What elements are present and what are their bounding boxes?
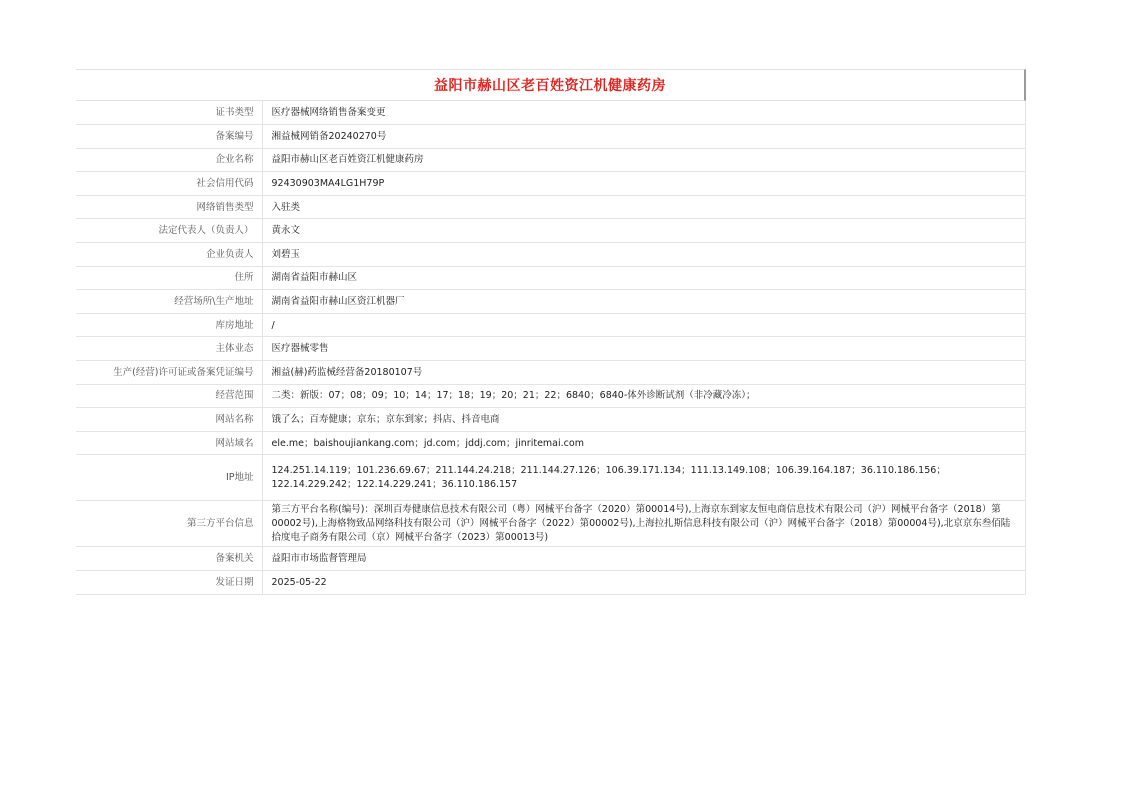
row-value: 124.251.14.119；101.236.69.67；211.144.24.218；211.144.27.126；106.39.171.134；111.13.149.108；106.39.164.187；36.110.186.156；122.14.229.242；122.14.229.241；36.110.186.157 <box>262 455 1026 501</box>
row-value: 黄永文 <box>262 219 1026 243</box>
page-title: 益阳市赫山区老百姓资江机健康药房 <box>434 78 666 94</box>
row-value: 2025-05-22 <box>262 571 1026 595</box>
row-label: 主体业态 <box>76 337 262 361</box>
table-row <box>76 101 1026 125</box>
row-label: 证书类型 <box>76 101 262 125</box>
row-value: 入驻类 <box>262 195 1026 219</box>
certificate-sheet <box>76 69 1026 595</box>
row-value: 益阳市赫山区老百姓资江机健康药房 <box>262 148 1026 172</box>
row-label: 库房地址 <box>76 313 262 337</box>
row-label: 备案编号 <box>76 125 262 149</box>
table-row <box>76 361 1026 385</box>
table-row <box>76 408 1026 432</box>
row-label: 第三方平台信息 <box>76 501 262 547</box>
table-row <box>76 571 1026 595</box>
table-row <box>76 148 1026 172</box>
row-label: 企业名称 <box>76 148 262 172</box>
row-value: 饿了么；百寿健康；京东；京东到家；抖店、抖音电商 <box>262 408 1026 432</box>
row-label: IP地址 <box>76 455 262 501</box>
row-label: 网站名称 <box>76 408 262 432</box>
row-value: 湖南省益阳市赫山区 <box>262 266 1026 290</box>
row-value: 湖南省益阳市赫山区资江机器厂 <box>262 290 1026 314</box>
row-label: 经营范围 <box>76 384 262 408</box>
table-row <box>76 455 1026 501</box>
table-row <box>76 384 1026 408</box>
row-value: 医疗器械零售 <box>262 337 1026 361</box>
table-row <box>76 337 1026 361</box>
table-row <box>76 547 1026 571</box>
row-label: 网站域名 <box>76 431 262 455</box>
table-row <box>76 501 1026 547</box>
row-value: 二类：新版：07；08；09；10；14；17；18；19；20；21；22；6840；6840-体外诊断试剂（非冷藏冷冻）； <box>262 384 1026 408</box>
row-label: 网络销售类型 <box>76 195 262 219</box>
row-label: 经营场所\生产地址 <box>76 290 262 314</box>
row-value: 第三方平台名称(编号)：深圳百寿健康信息技术有限公司（粤）网械平台备字（2020）第00014号),上海京东到家友恒电商信息技术有限公司（沪）网械平台备字（2018）第00002号),上海格物致品网络科技有限公司（沪）网械平台备字（2022）第00002号),上海拉扎斯信息科技有限公司（沪）网械平台备字（2018）第00004号),北京京东叁佰陆拾度电子商务有限公司（京）网械平台备字（2023）第00013号) <box>262 501 1026 547</box>
row-label: 备案机关 <box>76 547 262 571</box>
table-row <box>76 219 1026 243</box>
row-label: 发证日期 <box>76 571 262 595</box>
row-value: 92430903MA4LG1H79P <box>262 172 1026 196</box>
row-value: 刘碧玉 <box>262 243 1026 267</box>
table-row <box>76 290 1026 314</box>
row-label: 住所 <box>76 266 262 290</box>
table-row <box>76 195 1026 219</box>
title-row <box>76 69 1026 101</box>
table-row <box>76 125 1026 149</box>
row-value: ele.me；baishoujiankang.com；jd.com；jddj.com；jinritemai.com <box>262 431 1026 455</box>
row-value: 湘益械网销备20240270号 <box>262 125 1026 149</box>
table-row <box>76 313 1026 337</box>
row-label: 社会信用代码 <box>76 172 262 196</box>
info-table <box>76 101 1026 595</box>
row-label: 生产(经营)许可证或备案凭证编号 <box>76 361 262 385</box>
row-value: / <box>262 313 1026 337</box>
row-label: 企业负责人 <box>76 243 262 267</box>
row-label: 法定代表人（负责人） <box>76 219 262 243</box>
row-value: 益阳市市场监督管理局 <box>262 547 1026 571</box>
row-value: 医疗器械网络销售备案变更 <box>262 101 1026 125</box>
table-row <box>76 172 1026 196</box>
table-row <box>76 431 1026 455</box>
table-row <box>76 266 1026 290</box>
table-row <box>76 243 1026 267</box>
row-value: 湘益(赫)药监械经营备20180107号 <box>262 361 1026 385</box>
